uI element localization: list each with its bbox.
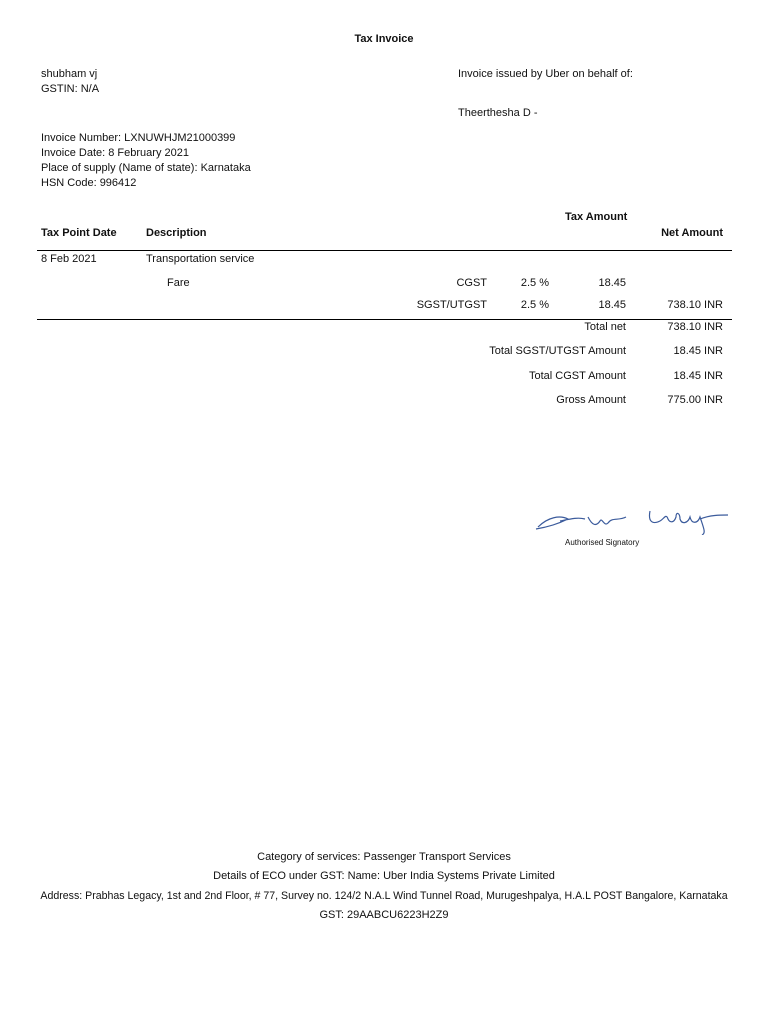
total-value: 18.45 INR [673, 345, 723, 357]
table-footer-divider [37, 319, 732, 320]
issuer-label: Invoice issued by Uber on behalf of: [458, 68, 633, 80]
tax-rate: 2.5 % [520, 299, 549, 311]
tax-net: 738.10 INR [667, 299, 723, 311]
customer-block [41, 67, 99, 97]
customer-name: shubham vj [41, 68, 98, 80]
header-net-amount: Net Amount [661, 227, 723, 239]
header-tax-point-date: Tax Point Date [41, 227, 117, 239]
tax-rate: 2.5 % [520, 277, 549, 289]
header-description: Description [146, 227, 207, 239]
total-label: Gross Amount [556, 394, 626, 406]
footer-address: Address: Prabhas Legacy, 1st and 2nd Floor, # 77, Survey no. 124/2 N.A.L Wind Tunnel Road, Murugeshpalya, H.A.L POST Bangalore, Karnataka [40, 890, 728, 902]
total-value: 18.45 INR [673, 370, 723, 382]
table-header-divider [37, 250, 732, 251]
row-description: Transportation service [146, 253, 255, 265]
header-tax-amount: Tax Amount [565, 211, 628, 223]
footer-gst: GST: 29AABCU6223H2Z9 [319, 909, 449, 921]
row-item: Fare [167, 277, 190, 289]
row-date: 8 Feb 2021 [41, 253, 97, 265]
tax-amount: 18.45 [598, 277, 626, 289]
footer-category: Category of services: Passenger Transport Services [257, 851, 511, 863]
page-title: Tax Invoice [354, 33, 414, 45]
invoice-meta [41, 131, 251, 191]
hsn-code: HSN Code: 996412 [41, 177, 137, 189]
footer-eco: Details of ECO under GST: Name: Uber India Systems Private Limited [213, 870, 555, 882]
signature-caption: Authorised Signatory [565, 538, 640, 547]
invoice-number: Invoice Number: LXNUWHJM21000399 [41, 132, 236, 144]
total-value: 738.10 INR [667, 321, 723, 333]
total-label: Total CGST Amount [528, 370, 626, 382]
place-of-supply: Place of supply (Name of state): Karnataka [41, 162, 251, 174]
tax-name: CGST [456, 277, 487, 289]
total-value: 775.00 INR [667, 394, 723, 406]
total-label: Total net [584, 321, 626, 333]
signature-image [530, 505, 730, 535]
tax-name: SGST/UTGST [416, 299, 487, 311]
invoice-date: Invoice Date: 8 February 2021 [41, 147, 189, 159]
tax-amount: 18.45 [598, 299, 626, 311]
issuer-driver: Theerthesha D - [458, 107, 538, 119]
customer-gstin: GSTIN: N/A [41, 83, 100, 95]
total-label: Total SGST/UTGST Amount [489, 345, 626, 357]
